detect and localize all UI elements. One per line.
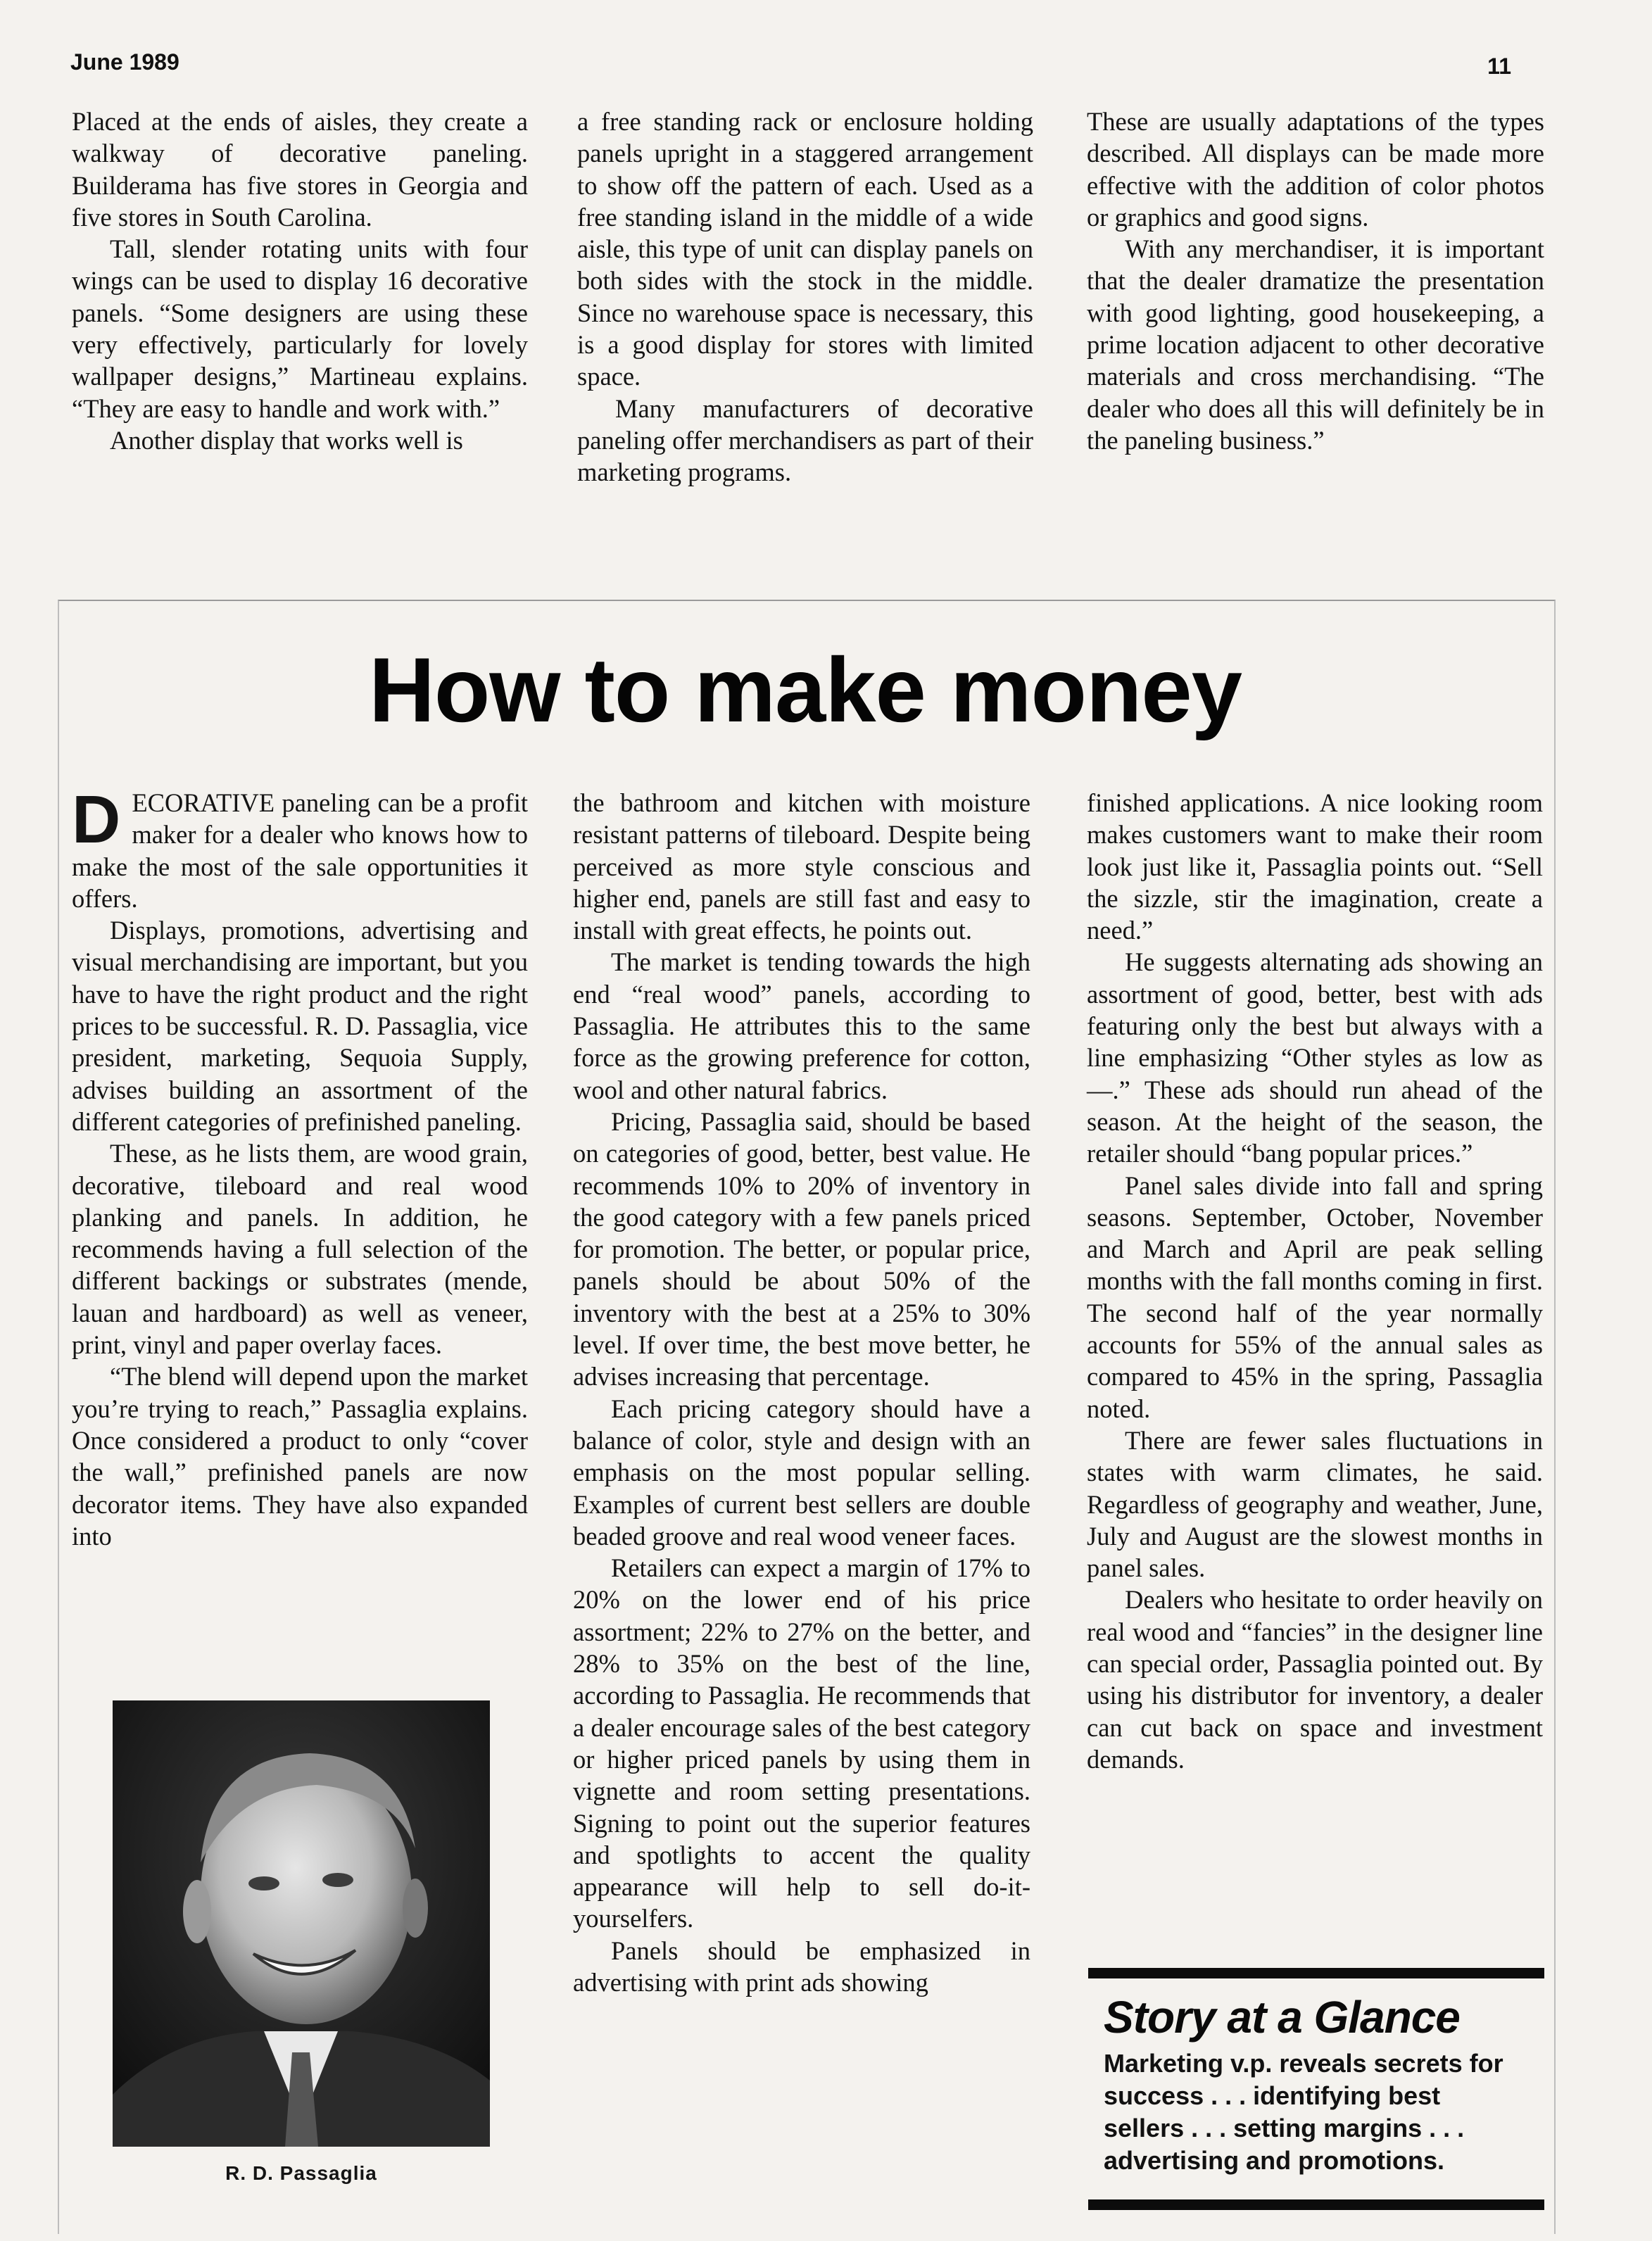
paragraph: the bathroom and kitchen with moisture resistant patterns of tileboard. Despite being perceived as more style conscious and higher end, panels are still fast and easy to install with great effects, he points out. <box>573 788 1030 945</box>
drop-cap: D <box>72 782 121 857</box>
paragraph: Placed at the ends of aisles, they create a walkway of decorative paneling. Builderama has five stores in Georgia and five stores in South Carolina. <box>72 107 528 232</box>
top-column-1 <box>72 106 528 456</box>
photo-caption: R. D. Passaglia <box>225 2162 377 2184</box>
paragraph: Another display that works well is <box>110 425 463 455</box>
paragraph: He suggests alternating ads showing an assortment of good, better, best with ads featuring only the best but always with a line emphasizing “Other styles as low as —.” These ads should run ahead of the season. At the height of the season, the retailer should “bang popular prices.” <box>1087 947 1543 1168</box>
paragraph: There are fewer sales fluctuations in states with warm climates, he said. Regardless of geography and weather, June, July and August are the slowest months in panel sales. <box>1087 1425 1543 1583</box>
paragraph: “The blend will depend upon the market you’re trying to reach,” Passaglia explains. Once considered a product to only “cover the wall,” prefinished panels are now decorator items. They have also expanded into <box>72 1362 528 1551</box>
article-column-2 <box>573 787 1030 1998</box>
top-column-3 <box>1087 106 1544 456</box>
article-column-3 <box>1087 787 1543 1775</box>
paragraph: Displays, promotions, advertising and visual merchandising are important, but you have to have the right product and the right prices to be successful. R. D. Passaglia, vice president, marketing, Sequoia Supply, advises building an assortment of the different categories of prefinished paneling. <box>72 916 528 1136</box>
paragraph: Tall, slender rotating units with four wings can be used to display 16 decorative panels. “Some designers are using these very effectively, particularly for lovely wallpaper designs,” Martineau explains. “They are easy to handle and work with.” <box>72 234 528 423</box>
issue-date: June 1989 <box>70 49 179 75</box>
portrait-photo <box>113 1700 490 2147</box>
story-at-a-glance <box>1088 1968 1544 2210</box>
article-headline: How to make money <box>369 638 1242 741</box>
paragraph: The market is tending towards the high end “real wood” panels, according to Passaglia. He attributes this to the same force as the growing preference for cotton, wool and other natural fabrics. <box>573 947 1030 1104</box>
top-column-2 <box>577 106 1033 488</box>
paragraph: These, as he lists them, are wood grain, decorative, tileboard and real wood planking and panels. In addition, he recommends having a full selection of the different backings or substrates (mende, lauan and hardboard) as well as veneer, print, vinyl and paper overlay faces. <box>72 1139 528 1360</box>
page-number: 11 <box>1487 53 1511 79</box>
article-column-1 <box>72 782 528 1552</box>
paragraph: Each pricing category should have a balance of color, style and design with an emphasis on the most popular selling. Examples of current best sellers are double beaded groove and real wood veneer faces. <box>573 1394 1030 1551</box>
lead-paragraph <box>72 782 528 914</box>
glance-bottom-rule <box>1088 2199 1544 2210</box>
glance-title: Story at a Glance <box>1104 1992 1460 2043</box>
glance-summary: Marketing v.p. reveals secrets for success . . . identifying best sellers . . . setting margins . . . advertising and promotions. <box>1104 2049 1503 2175</box>
paragraph: With any merchandiser, it is important that the dealer dramatize the presentation with good lighting, good housekeeping, a prime location adjacent to other decorative materials and cross merchandising. “The dealer who does all this will definitely be in the paneling business.” <box>1087 234 1544 455</box>
paragraph: Retailers can expect a margin of 17% to 20% on the lower end of his price assortment; 22% to 27% on the better, and 28% to 35% on the best of the line, according to Passaglia. He recommends that a dealer encourage sales of the best category or higher priced panels by using them in vignette and room setting presentations. Signing to point out the superior features and spotlights to accent the quality appearance will help to sell do-it-yourselfers. <box>573 1553 1030 1933</box>
paragraph: These are usually adaptations of the types described. All displays can be made more effective with the addition of color photos or graphics and good signs. <box>1087 107 1544 232</box>
lead-text: ECORATIVE paneling can be a profit maker for a dealer who knows how to make the most of the sale opportunities it offers. <box>72 788 528 913</box>
paragraph: a free standing rack or enclosure holding panels upright in a staggered arrangement to show off the pattern of each. Used as a free standing island in the middle of a wide aisle, this type of unit can display panels on both sides with the stock in the middle. Since no warehouse space is necessary, this is a good display for stores with limited space. <box>577 107 1033 391</box>
paragraph: finished applications. A nice looking room makes customers want to make their room look just like it, Passaglia points out. “Sell the sizzle, stir the imagination, create a need.” <box>1087 788 1543 945</box>
paragraph: Many manufacturers of decorative paneling offer merchandisers as part of their marketing programs. <box>577 393 1033 487</box>
paragraph: Panel sales divide into fall and spring seasons. September, October, November and March and April are peak selling months with the fall months coming in first. The second half of the year normally accounts for 55% of the annual sales as compared to 45% in the spring, Passaglia noted. <box>1087 1170 1543 1423</box>
paragraph: Panels should be emphasized in advertising with print ads showing <box>573 1936 1030 1997</box>
paragraph: Dealers who hesitate to order heavily on real wood and “fancies” in the designer line can special order, Passaglia pointed out. By using his distributor for inventory, a dealer can cut back on space and investment demands. <box>1087 1585 1543 1774</box>
glance-top-rule <box>1088 1968 1544 1978</box>
paragraph: Pricing, Passaglia said, should be based on categories of good, better, best value. He recommends 10% to 20% of inventory in the good category with a few panels priced for promotion. The better, or popular price, panels should be about 50% of the inventory with the best at a 25% to 30% level. If over time, the best move better, he advises increasing that percentage. <box>573 1106 1030 1391</box>
